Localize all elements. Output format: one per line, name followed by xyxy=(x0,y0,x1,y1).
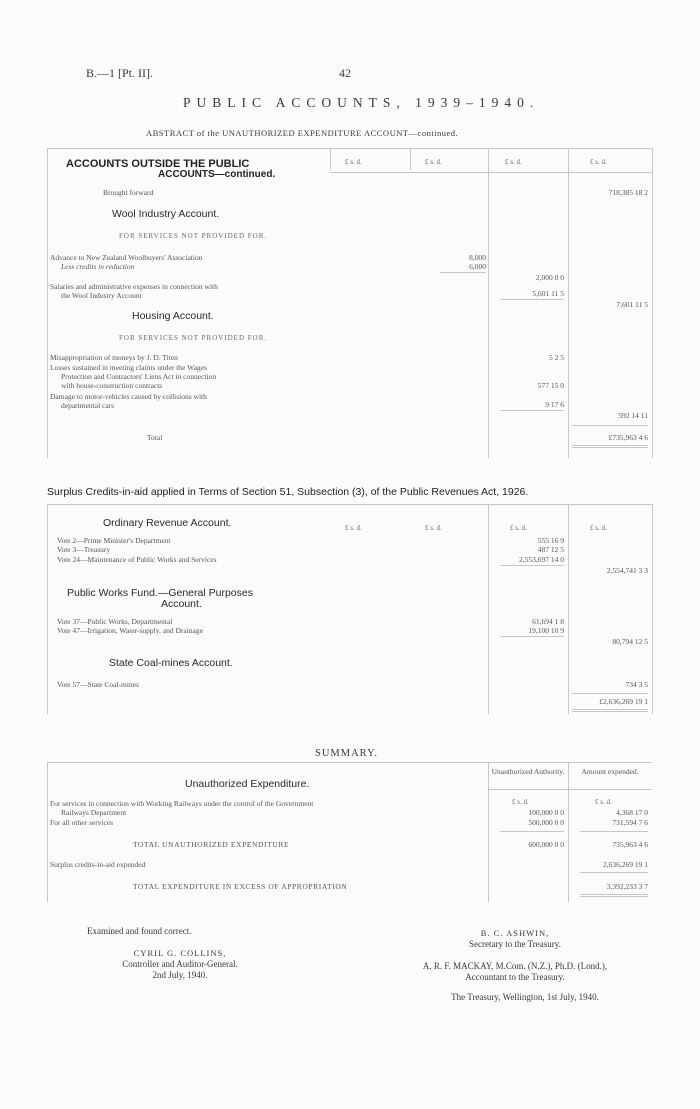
vote-37-amount: 61,694 1 8 xyxy=(532,617,564,626)
total-label: Total xyxy=(147,433,163,442)
currency-heading: £ s. d. xyxy=(425,158,442,166)
table-left-rule xyxy=(47,504,48,714)
auditor-date: 2nd July, 1940. xyxy=(152,970,208,980)
currency-heading: £ s. d. xyxy=(590,524,607,532)
ordinary-revenue-total: 2,554,741 3 3 xyxy=(606,566,648,575)
secretary-title: Secretary to the Treasury. xyxy=(469,939,561,949)
subtotal-rule xyxy=(580,872,648,873)
currency-heading: £ s. d. xyxy=(510,524,527,532)
other-expended: 731,594 7 6 xyxy=(612,818,648,827)
summary-row-other: For all other services xyxy=(50,818,114,827)
vote-37: Vote 37—Public Works, Departmental xyxy=(57,617,173,626)
railways-authority: 100,000 0 0 xyxy=(528,808,564,817)
currency-heading: £ s. d. xyxy=(505,158,522,166)
subtotal-rule xyxy=(500,410,564,411)
currency-heading: £ s. d. xyxy=(512,798,529,806)
vote-47-amount: 19,100 10 9 xyxy=(528,626,564,635)
wool-row-salaries: Salaries and administrative expenses in connection with xyxy=(50,282,218,291)
summary-title: SUMMARY. xyxy=(315,748,378,759)
surplus-grand-total: £2,636,269 19 1 xyxy=(599,697,648,706)
surplus-credits-title: Surplus Credits-in-aid applied in Terms of Section 51, Subsection (3), of the Public Revenues Act, 1926. xyxy=(47,486,529,498)
housing-row-damage: Damage to motor-vehicles caused by collisions with xyxy=(50,392,207,401)
table-top-rule xyxy=(47,504,652,505)
wool-row-salaries-amount: 5,601 11 5 xyxy=(532,289,564,298)
column-amount-expended: Amount expended. xyxy=(581,767,639,776)
total-rule xyxy=(572,693,648,694)
table-left-rule xyxy=(47,762,48,902)
housing-row-damage-cont: departmental cars xyxy=(61,401,115,410)
housing-row-misappropriation: Misappropriation of moneys by J. D. Titen xyxy=(50,353,178,362)
header-rule xyxy=(488,789,652,790)
total-amount: £735,963 4 6 xyxy=(608,433,648,442)
table-top-rule xyxy=(47,762,652,763)
table-left-rule xyxy=(47,148,48,458)
currency-heading: £ s. d. xyxy=(425,524,442,532)
wool-row-salaries-cont: the Wool Industry Account xyxy=(61,291,142,300)
currency-heading: £ s. d. xyxy=(595,798,612,806)
housing-account-title: Housing Account. xyxy=(132,310,214,322)
total-rule xyxy=(572,425,648,426)
place-and-date: The Treasury, Wellington, 1st July, 1940. xyxy=(451,992,599,1002)
subtotal-rule xyxy=(500,565,564,566)
vote-2-amount: 555 16 9 xyxy=(537,536,564,545)
section-heading-cont: ACCOUNTS—continued. xyxy=(158,169,276,180)
brought-forward-amount: 718,385 18 2 xyxy=(608,188,648,197)
total-excess-amount: 3,392,233 3 7 xyxy=(606,882,648,891)
currency-heading: £ s. d. xyxy=(345,158,362,166)
housing-total-amount: 592 14 11 xyxy=(618,411,648,420)
summary-row-railways-cont: Railways Department xyxy=(61,808,127,817)
total-rule xyxy=(572,711,648,712)
column-rule xyxy=(330,148,331,170)
vote-24: Vote 24—Maintenance of Public Works and Services xyxy=(57,555,217,564)
vote-57-amount: 734 3 5 xyxy=(625,680,648,689)
subtotal-rule xyxy=(500,299,564,300)
railways-expended: 4,368 17 0 xyxy=(616,808,648,817)
page-title: PUBLIC ACCOUNTS, 1939–1940. xyxy=(183,95,540,110)
vote-47: Vote 47—Irrigation, Water-supply, and Drainage xyxy=(57,626,203,635)
wool-account-subtitle: FOR SERVICES NOT PROVIDED FOR. xyxy=(119,232,268,240)
secretary-name: B. C. ASHWIN, xyxy=(480,928,550,938)
currency-heading: £ s. d. xyxy=(590,158,607,166)
column-unauthorized-authority: Unauthorized Authority. xyxy=(491,767,565,776)
vote-24-amount: 2,553,697 14 0 xyxy=(519,555,564,564)
page-number: 42 xyxy=(339,66,351,80)
total-rule xyxy=(580,896,648,897)
ordinary-revenue-title: Ordinary Revenue Account. xyxy=(103,517,232,529)
table-top-rule xyxy=(47,148,652,149)
vote-3: Vote 3—Treasury xyxy=(57,545,111,554)
other-authority: 500,000 0 0 xyxy=(528,818,564,827)
wool-row-advance-amount: 8,000 xyxy=(469,253,486,262)
examined-statement: Examined and found correct. xyxy=(87,926,192,936)
total-authority: 600,000 0 0 xyxy=(528,840,564,849)
total-unauthorized-label: TOTAL UNAUTHORIZED EXPENDITURE xyxy=(133,840,290,849)
vote-57: Vote 57—State Coal-mines xyxy=(57,680,139,689)
auditor-name: CYRIL G. COLLINS, xyxy=(133,948,227,958)
subtotal-rule xyxy=(580,831,648,832)
total-excess-label: TOTAL EXPENDITURE IN EXCESS OF APPROPRIATION xyxy=(133,882,348,891)
total-rule xyxy=(572,447,648,448)
wool-row-net-amount: 2,000 0 0 xyxy=(535,273,564,282)
wool-row-advance: Advance to New Zealand Woolbuyers' Association xyxy=(50,253,203,262)
column-rule xyxy=(488,148,489,458)
total-rule xyxy=(572,709,648,710)
total-rule xyxy=(580,894,648,895)
column-rule xyxy=(488,762,489,902)
column-rule xyxy=(568,762,569,902)
column-rule xyxy=(410,148,411,170)
wool-row-less-amount: 6,000 xyxy=(469,262,486,271)
summary-heading: Unauthorized Expenditure. xyxy=(185,778,310,790)
public-works-fund-total: 80,794 12 5 xyxy=(612,637,648,646)
currency-heading: £ s. d. xyxy=(345,524,362,532)
wool-total-amount: 7,601 11 5 xyxy=(616,300,648,309)
total-rule xyxy=(572,445,648,446)
table-right-rule xyxy=(652,504,653,714)
public-works-fund-title-cont: Account. xyxy=(161,598,202,610)
header-rule xyxy=(330,172,652,173)
housing-row-damage-amount: 9 17 6 xyxy=(545,400,564,409)
housing-row-losses-amount: 577 15 0 xyxy=(537,381,564,390)
summary-row-railways: For services in connection with Working Railways under the control of the Government xyxy=(50,799,314,808)
subtotal-rule xyxy=(500,831,564,832)
vote-3-amount: 487 12 5 xyxy=(537,545,564,554)
housing-account-subtitle: FOR SERVICES NOT PROVIDED FOR. xyxy=(119,334,268,342)
surplus-credits-amount: 2,636,269 19 1 xyxy=(603,860,648,869)
total-expended: 735,963 4 6 xyxy=(612,840,648,849)
brought-forward-label: Brought forward xyxy=(103,188,154,197)
page-subtitle: ABSTRACT of the UNAUTHORIZED EXPENDITURE ACCOUNT—continued. xyxy=(146,128,459,138)
wool-row-less: Less credits in reduction xyxy=(61,262,135,271)
subtotal-rule xyxy=(500,636,564,637)
surplus-credits-label: Surplus credits-in-aid expended xyxy=(50,860,146,869)
document-reference: B.—1 [Pt. II]. xyxy=(86,66,153,80)
housing-row-losses-cont: with house-construction contracts xyxy=(61,381,163,390)
wool-account-title: Wool Industry Account. xyxy=(112,208,220,220)
section-heading: ACCOUNTS OUTSIDE THE PUBLIC xyxy=(66,158,250,170)
accountant-name: A. R. F. MACKAY, M.Com. (N.Z.), Ph.D. (Lond.), xyxy=(422,961,608,971)
table-right-rule xyxy=(652,148,653,458)
housing-row-losses-cont: Protection and Contractors' Liens Act in connection xyxy=(61,372,217,381)
housing-row-misappropriation-amount: 5 2 5 xyxy=(549,353,564,362)
state-coal-mines-title: State Coal-mines Account. xyxy=(109,657,233,669)
vote-2: Vote 2—Prime Minister's Department xyxy=(57,536,171,545)
subtotal-rule xyxy=(440,272,486,273)
housing-row-losses: Losses sustained in meeting claims under the Wages xyxy=(50,363,207,372)
public-works-fund-title: Public Works Fund.—General Purposes xyxy=(67,587,253,599)
accountant-title: Accountant to the Treasury. xyxy=(465,972,565,982)
auditor-title: Controller and Auditor-General. xyxy=(122,959,238,969)
